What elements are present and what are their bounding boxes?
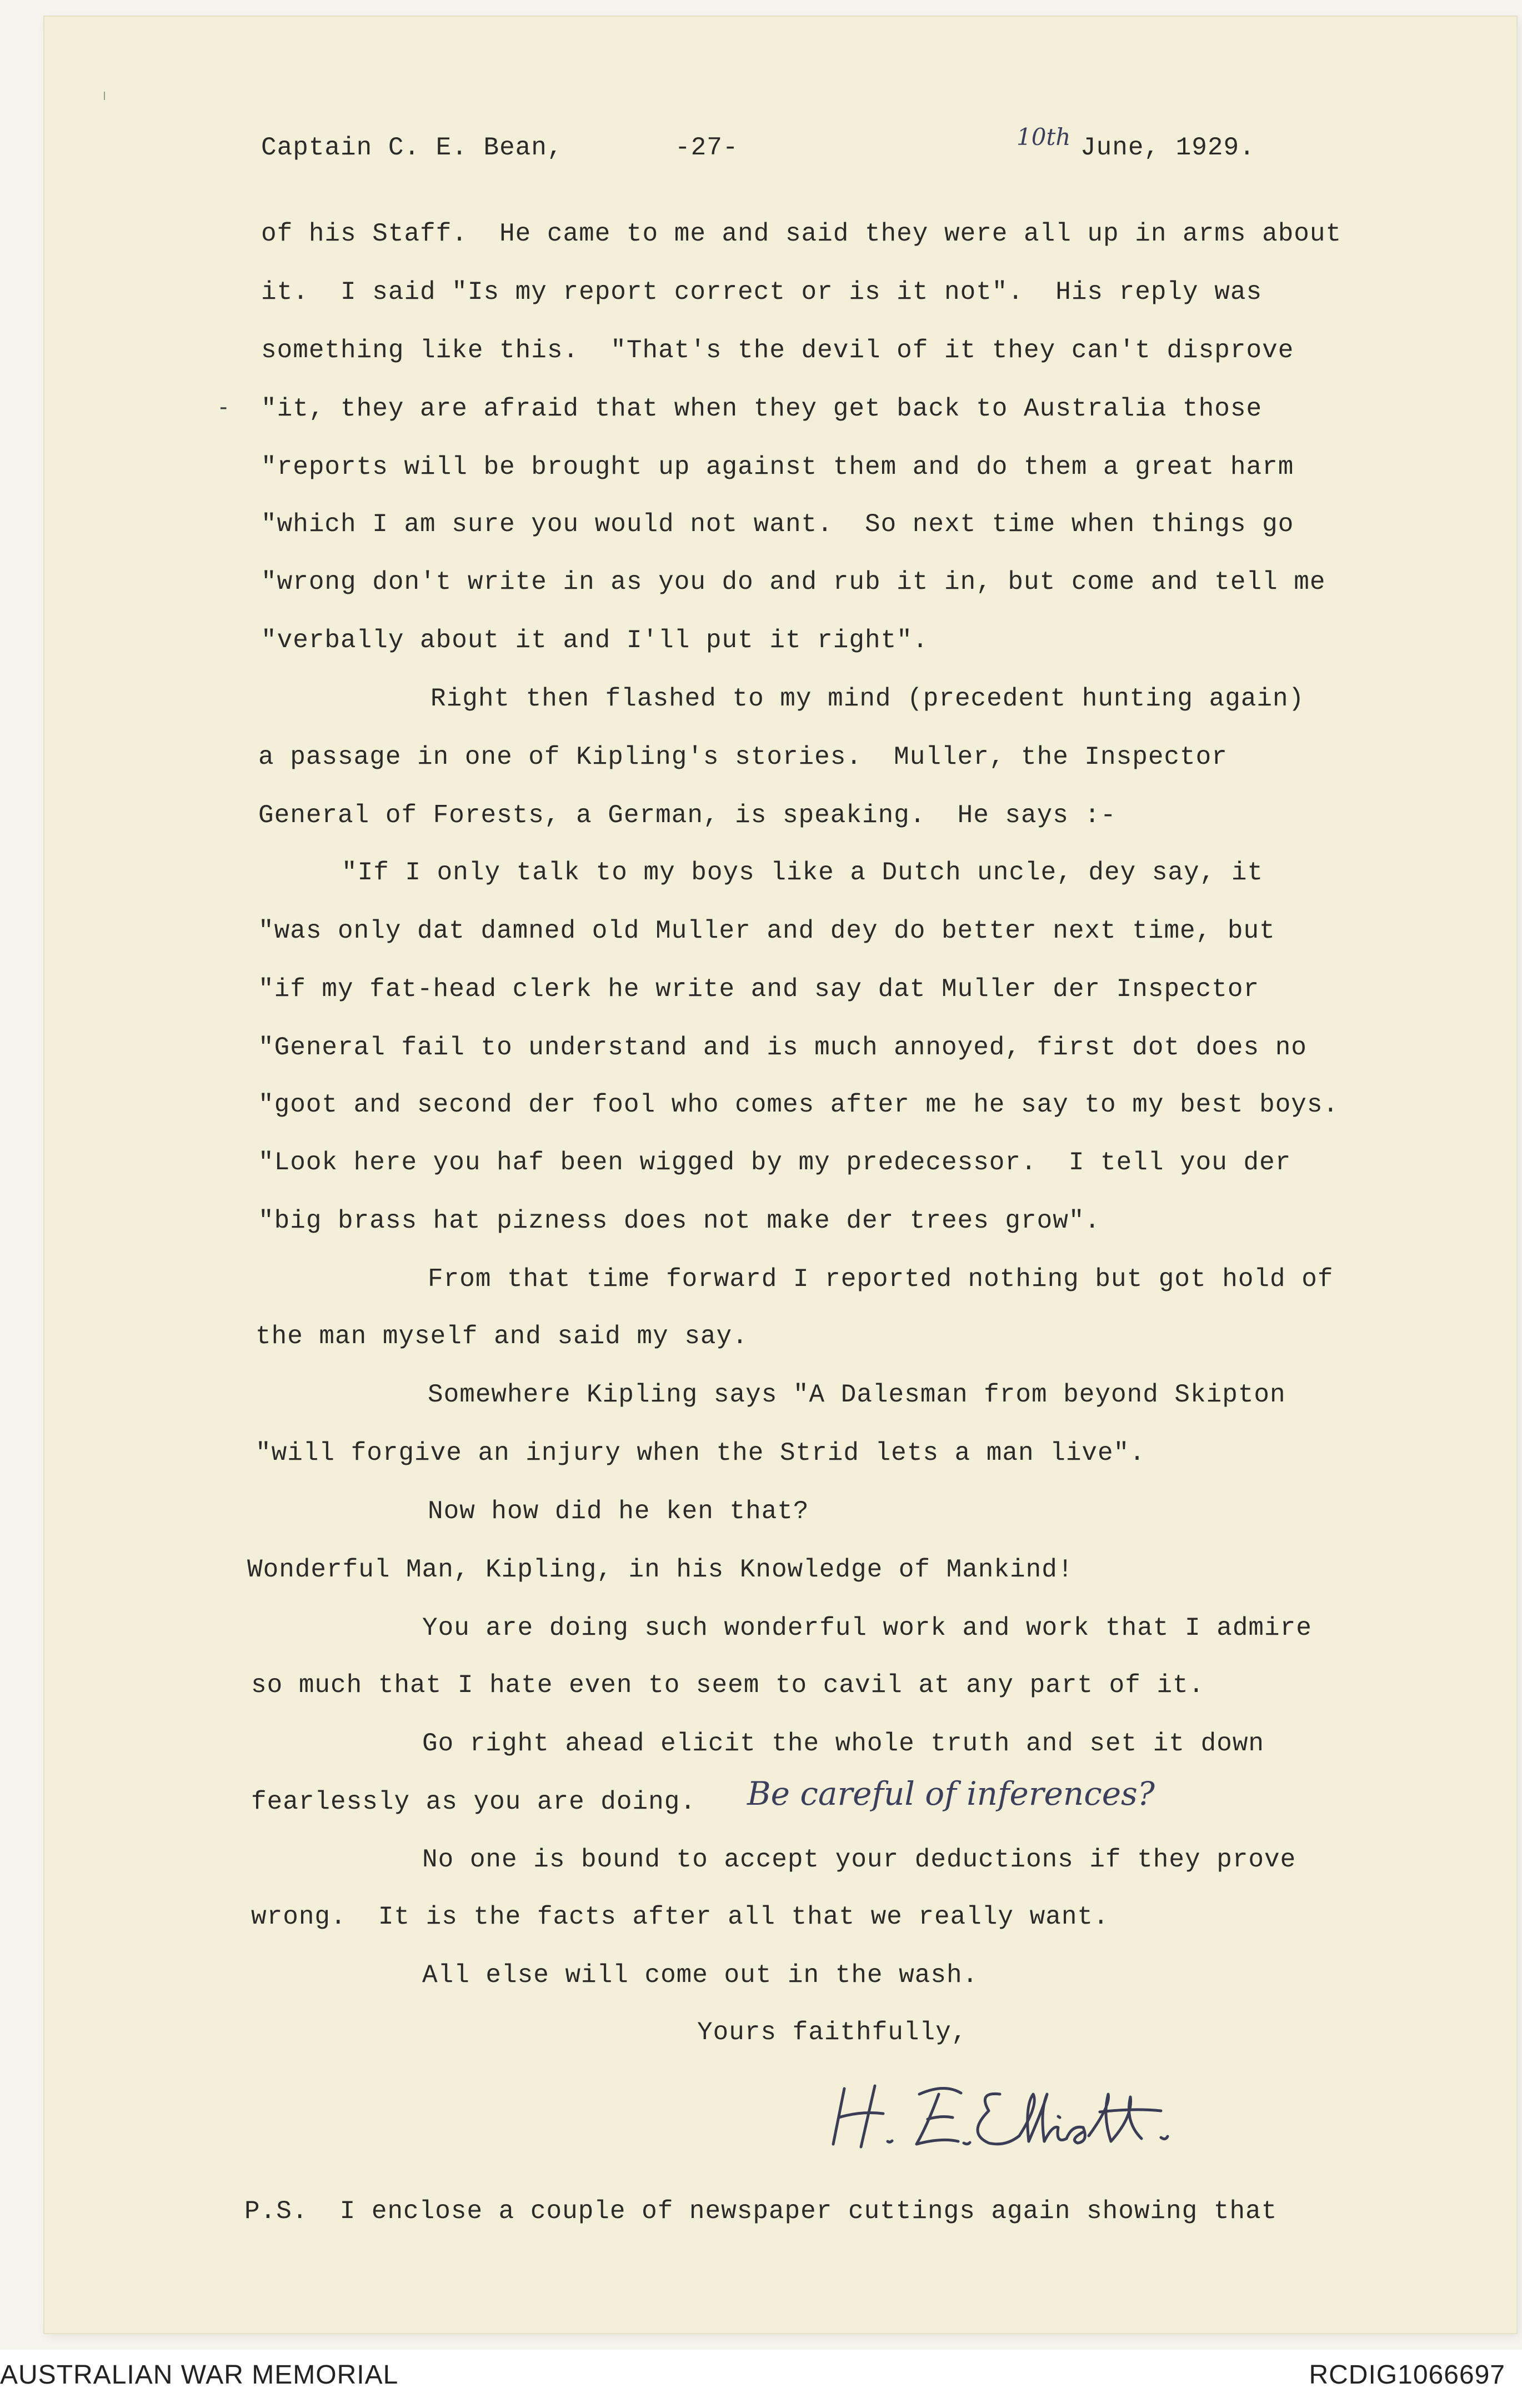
handwritten-annotation: Be careful of inferences? xyxy=(747,1775,1155,1813)
body-line: Right then flashed to my mind (precedent hunting again) xyxy=(430,684,1305,713)
body-line: You are doing such wonderful work and work that I admire xyxy=(422,1614,1312,1643)
body-line: "will forgive an injury when the Strid lets a man live". xyxy=(256,1439,1145,1468)
body-line: Go right ahead elicit the whole truth and set it down xyxy=(422,1729,1265,1758)
quote-line: "big brass hat pizness does not make der trees grow". xyxy=(258,1206,1101,1235)
date-superscript-handwritten: 10th xyxy=(1017,123,1071,151)
postscript: P.S. I enclose a couple of newspaper cuttings again showing that xyxy=(244,2197,1278,2226)
body-line: something like this. "That's the devil of it they can't disprove xyxy=(261,336,1294,365)
footer-source: AUSTRALIAN WAR MEMORIAL xyxy=(0,2360,399,2390)
body-line: fearlessly as you are doing. xyxy=(251,1788,696,1816)
quote-line: "if my fat-head clerk he write and say dat Muller der Inspector xyxy=(258,975,1260,1004)
body-line: General of Forests, a German, is speaking. He says :- xyxy=(258,801,1117,830)
footer-record-id: RCDIG1066697 xyxy=(1309,2360,1505,2390)
body-line: of his Staff. He came to me and said they were all up in arms about xyxy=(261,219,1342,248)
quote-line: "If I only talk to my boys like a Dutch uncle, dey say, it xyxy=(342,858,1264,887)
quote-line: "General fail to understand and is much annoyed, first dot does no xyxy=(258,1033,1307,1062)
pencil-mark: ˡ xyxy=(103,89,106,111)
body-line: so much that I hate even to seem to cavil at any part of it. xyxy=(251,1671,1205,1700)
quote-line: "goot and second der fool who comes after me he say to my best boys. xyxy=(258,1090,1339,1119)
quote-line: "was only dat damned old Muller and dey do better next time, but xyxy=(258,917,1275,945)
letter-date: June, 1929. xyxy=(1080,133,1255,162)
body-line: All else will come out in the wash. xyxy=(422,1961,979,1990)
addressee: Captain C. E. Bean, xyxy=(261,133,563,162)
body-line: wrong. It is the facts after all that we really want. xyxy=(251,1903,1109,1931)
valediction: Yours faithfully, xyxy=(697,2018,968,2047)
margin-mark: - xyxy=(219,394,228,420)
body-line: "it, they are afraid that when they get back to Australia those xyxy=(261,394,1263,423)
body-line: it. I said "Is my report correct or is it not". His reply was xyxy=(261,278,1263,307)
body-line: "wrong don't write in as you do and rub it in, but come and tell me xyxy=(261,568,1326,597)
body-line: No one is bound to accept your deductions if they prove xyxy=(422,1845,1296,1874)
body-line: "reports will be brought up against them and do them a great harm xyxy=(261,453,1294,482)
body-line: Somewhere Kipling says "A Dalesman from beyond Skipton xyxy=(428,1380,1286,1409)
body-line: a passage in one of Kipling's stories. Muller, the Inspector xyxy=(258,743,1228,772)
body-line: Now how did he ken that? xyxy=(428,1497,809,1526)
page-number: -27- xyxy=(675,133,739,162)
body-line: "verbally about it and I'll put it right". xyxy=(261,626,929,655)
body-line: the man myself and said my say. xyxy=(256,1322,748,1351)
body-line: "which I am sure you would not want. So next time when things go xyxy=(261,510,1294,539)
quote-line: "Look here you haf been wigged by my predecessor. I tell you der xyxy=(258,1148,1291,1177)
body-line: From that time forward I reported nothing but got hold of xyxy=(428,1265,1334,1294)
body-line: Wonderful Man, Kipling, in his Knowledge of Mankind! xyxy=(247,1555,1074,1584)
handwritten-signature xyxy=(822,2072,1278,2155)
